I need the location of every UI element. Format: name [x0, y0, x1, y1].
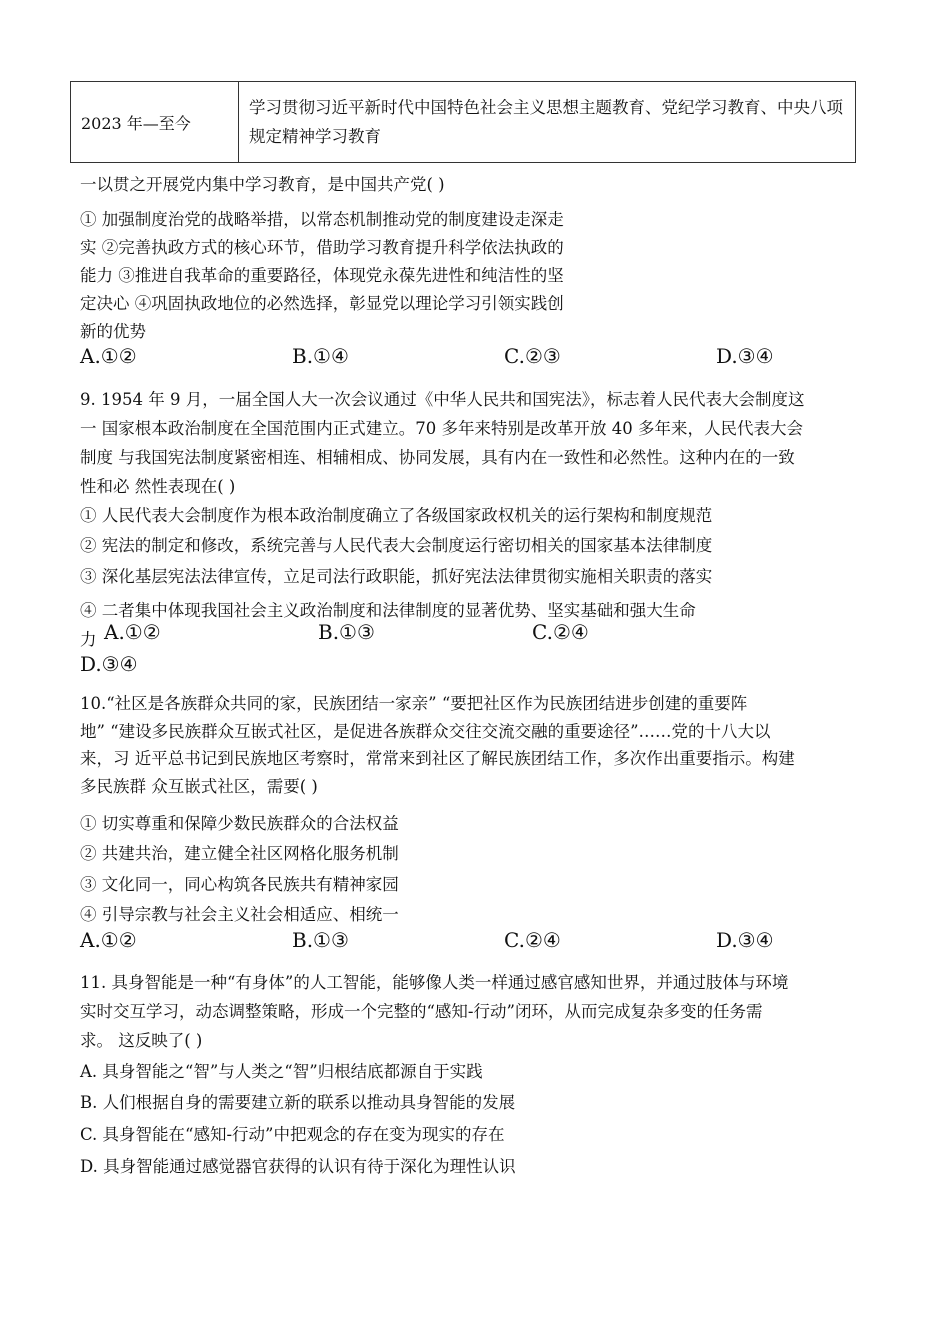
q10-option-c[interactable]: C.②④ [504, 928, 561, 952]
q11-stem-line: 实时交互学习，动态调整策略，形成一个完整的“感知-行动”闭环，从而完成复杂多变的任务需 [80, 1002, 763, 1021]
q9-stem-line: 9. 1954 年 9 月，一届全国人大一次会议通过《中华人民共和国宪法》，标志着人民代表大会制度这 [80, 390, 805, 409]
q10-statement-line: ① 切实尊重和保障少数民族群众的合法权益 [80, 814, 399, 833]
q9-option-a[interactable]: A.①② [104, 620, 161, 644]
timeline-table [70, 81, 856, 163]
q10-statement-line: ② 共建共治，建立健全社区网格化服务机制 [80, 844, 399, 863]
q9-option-d[interactable]: D.③④ [80, 652, 138, 676]
q11-stem-line: 求。 这反映了( ) [80, 1031, 203, 1050]
q8-option-c[interactable]: C.②③ [504, 344, 561, 368]
content-cell: 学习贯彻习近平新时代中国特色社会主义思想主题教育、党纪学习教育、中央八项规定精神学习教育 [239, 82, 856, 163]
q9-stem-line: 性和必 然性表现在( ) [80, 477, 236, 496]
q8-statement-line: 新的优势 [80, 322, 146, 341]
q11-option-b[interactable]: B. 人们根据自身的需要建立新的联系以推动具身智能的发展 [80, 1093, 516, 1112]
q11-stem-line: 11. 具身智能是一种“有身体”的人工智能，能够像人类一样通过感官感知世界，并通过肢体与环境 [80, 973, 789, 992]
q11-option-c[interactable]: C. 具身智能在“感知-行动”中把观念的存在变为现实的存在 [80, 1125, 505, 1144]
q10-statement-line: ③ 文化同一，同心构筑各民族共有精神家园 [80, 875, 399, 894]
q8-statement-line: 定决心 ④巩固执政地位的必然选择，彰显党以理论学习引领实践创 [80, 294, 564, 313]
q8-statement-line: 实 ②完善执政方式的核心环节，借助学习教育提升科学依法执政的 [80, 238, 564, 257]
q9-option-b[interactable]: B.①③ [318, 620, 375, 644]
q9-stem-line: 制度 与我国宪法制度紧密相连、相辅相成、协同发展，具有内在一致性和必然性。这种内在的一致 [80, 448, 795, 467]
q11-option-d[interactable]: D. 具身智能通过感觉器官获得的认识有待于深化为理性认识 [80, 1157, 516, 1176]
q9-statement-line: ① 人民代表大会制度作为根本政治制度确立了各级国家政权机关的运行架构和制度规范 [80, 506, 713, 525]
q8-stem: 一以贯之开展党内集中学习教育，是中国共产党( ) [80, 175, 445, 194]
period-cell: 2023 年—至今 [71, 82, 239, 163]
q8-statement-line: 能力 ③推进自我革命的重要路径，体现党永葆先进性和纯洁性的坚 [80, 266, 564, 285]
q8-option-a[interactable]: A.①② [80, 344, 137, 368]
q10-stem-line: 来，习 近平总书记到民族地区考察时，常常来到社区了解民族团结工作，多次作出重要指示。构建 [80, 749, 795, 768]
q10-option-d[interactable]: D.③④ [716, 928, 774, 952]
q10-option-a[interactable]: A.①② [80, 928, 137, 952]
q10-stem-line: 多民族群 众互嵌式社区，需要( ) [80, 777, 318, 796]
q9-option-c[interactable]: C.②④ [532, 620, 589, 644]
q10-statement-line: ④ 引导宗教与社会主义社会相适应、相统一 [80, 905, 399, 924]
q8-statement-line: ① 加强制度治党的战略举措，以常态机制推动党的制度建设走深走 [80, 210, 564, 229]
q10-stem-line: 地” “建设多民族群众互嵌式社区，是促进各族群众交往交流交融的重要途径”……党的十八大以 [80, 722, 771, 741]
q11-option-a[interactable]: A. 具身智能之“智”与人类之“智”归根结底都源自于实践 [80, 1062, 483, 1081]
q8-option-d[interactable]: D.③④ [716, 344, 774, 368]
q10-option-b[interactable]: B.①③ [292, 928, 349, 952]
q8-option-b[interactable]: B.①④ [292, 344, 349, 368]
q9-statement-line: ③ 深化基层宪法法律宣传，立足司法行政职能，抓好宪法法律贯彻实施相关职责的落实 [80, 567, 713, 586]
q9-stem-line: 一 国家根本政治制度在全国范围内正式建立。70 多年来特别是改革开放 40 多年来，人民代表大会 [80, 419, 803, 438]
table-row [71, 82, 856, 163]
q9-statement-line: ④ 二者集中体现我国社会主义政治制度和法律制度的显著优势、坚实基础和强大生命 [80, 601, 696, 620]
q9-statement-line: ② 宪法的制定和修改，系统完善与人民代表大会制度运行密切相关的国家基本法律制度 [80, 536, 713, 555]
q9-statement-tail: 力 [80, 630, 97, 649]
q10-stem-line: 10.“社区是各族群众共同的家，民族团结一家亲” “要把社区作为民族团结进步创建的重要阵 [80, 694, 748, 713]
